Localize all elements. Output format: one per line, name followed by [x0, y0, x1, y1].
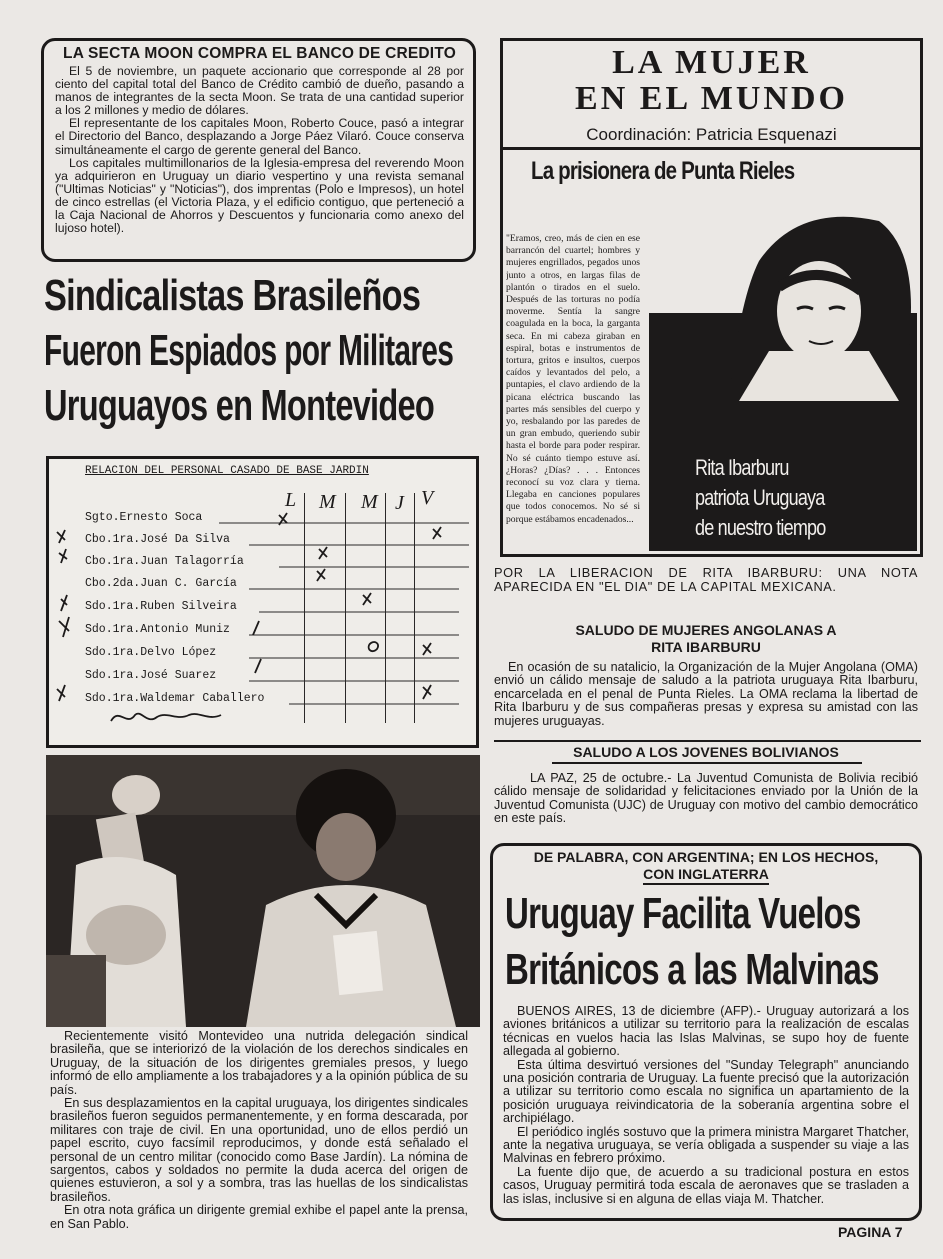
- malvinas-paragraph: El periódico inglés sostuvo que la primera ministra Margaret Thatcher, ante la negativa uruguaya, se vería obligada a suspender su viaje a las Malvinas en febrero próximo.: [503, 1124, 909, 1166]
- kicker-line: CON INGLATERRA: [643, 866, 769, 885]
- angolanas-title: [494, 622, 918, 656]
- column-header: L: [285, 489, 297, 511]
- headline-line: Uruguayos en Montevideo: [44, 381, 435, 430]
- photo-caption: [695, 453, 854, 543]
- malvinas-body: [503, 1005, 909, 1206]
- personnel-row: Cbo.1ra.Juan Talagorría: [85, 555, 244, 568]
- caption-line: de nuestro tiempo: [695, 515, 826, 540]
- facsimile-document: [46, 456, 479, 748]
- rita-photo-panel: [649, 201, 917, 551]
- personnel-row: Sdo.1ra.Antonio Muniz: [85, 623, 230, 636]
- angolanas-body: [494, 661, 918, 728]
- sindicalistas-photo: [46, 755, 480, 1027]
- personnel-row: Cbo.2da.Juan C. García: [85, 577, 237, 590]
- section-divider: [503, 147, 920, 150]
- bolivianos-title: SALUDO A LOS JOVENES BOLIVIANOS: [573, 744, 839, 760]
- testimony-quote: "Eramos, creo, más de cien en ese barrancón del cuartel; hombres y mujeres engrillados, pegados unos junto a otros, en largas filas de plantón o tirados en el suelo. Después de las torturas no podía moverme. Sentía la sangre coagulada en la boca, la garganta seca. En mi cabeza giraban en espiral, botas e instrumentos de tortura, gritos e insultos, cuerpos caídos y levantados del pelo, a puntapies, el clavo ardiendo de la picana eléctrica buscando las partes más sensibles del cuerpo y yo, resbalando por las paredes de un gran embudo, queriendo subir hasta el borde para poder respirar. No sé cuánto tiempo estuve así. ¿Horas? ¿Días? . . . Entonces reconocí su voz clara y tierna. Llegaba en canciones populares que todos conocemos. No sé si porque estábamos encadenados...: [506, 233, 640, 525]
- personnel-row: Sdo.1ra.José Suarez: [85, 669, 217, 682]
- liberacion-note: POR LA LIBERACION DE RITA IBARBURU: UNA NOTA APARECIDA EN "EL DIA" DE LA CAPITAL MEXICANA.: [494, 565, 918, 594]
- caption-line: Rita Ibarburu: [695, 455, 789, 480]
- page-number: PAGINA 7: [838, 1224, 903, 1240]
- angolanas-title-line: RITA IBARBURU: [651, 639, 761, 655]
- document-title: RELACION DEL PERSONAL CASADO DE BASE JARDIN: [85, 465, 369, 477]
- kicker-line: DE PALABRA, CON ARGENTINA; EN LOS HECHOS,: [533, 849, 879, 865]
- mujer-section-box: [500, 38, 923, 557]
- mujer-title-line: LA MUJER: [612, 44, 811, 81]
- rita-portrait: [649, 201, 917, 401]
- malvinas-headline-line: Británicos a las Malvinas: [505, 945, 879, 994]
- sindicalistas-headline: [44, 272, 484, 442]
- column-header: M: [361, 491, 378, 513]
- handwritten-marks: [49, 459, 476, 745]
- moon-body: [55, 65, 464, 235]
- malvinas-headline: [503, 889, 909, 997]
- caption-line: patriota Uruguaya: [695, 485, 825, 510]
- malvinas-paragraph: La fuente dijo que, de acuerdo a su tradicional postura en estos casos, Uruguay permitirá toda escala de aeronaves que se trasladen a las islas, inclusive si en alguna de ellas viaja M. Thatcher.: [503, 1164, 909, 1206]
- moon-article-box: [41, 38, 476, 262]
- column-header: M: [319, 491, 336, 513]
- sindicalistas-paragraph: Recientemente visitó Montevideo una nutrida delegación sindical brasileña, que se interiorizó de la violación de los derechos sindicales en Uruguay, de la situación de los dirigentes gremiales presos, y luego informó de ello ampliamente a los trabajadores y a la opinión pública de su país.: [50, 1029, 468, 1097]
- bolivianos-underline: [552, 762, 862, 764]
- personnel-row: Sgto.Ernesto Soca: [85, 511, 203, 524]
- column-header: J: [395, 492, 404, 514]
- moon-paragraph: Los capitales multimillonarios de la Iglesia-empresa del reverendo Moon ya adquirieron en Uruguay un diario vespertino y una revista semanal ("Ultimas Noticias" y "Noticias"), dos imprentas (Polo e Impresos), un hotel de cinco estrellas (el Victoria Plaza, y el edificio contiguo, que perteneció a la Caja Nacional de Ahorros y Descuentos y funcionaria como anexo del lujoso hotel).: [55, 155, 464, 236]
- feature-title: La prisionera de Punta Rieles: [531, 157, 795, 185]
- angolanas-paragraph: En ocasión de su natalicio, la Organización de la Mujer Angolana (OMA) envió un cálido mensaje de saludo a la patriota uruguaya Rita Ibarburu, encarcelada en el penal de Punta Rieles. La OMA reclama la libertad de Rita Ibarburu y de sus compañeras presas y expresa su amistad con las mujeres uruguayas.: [494, 660, 918, 728]
- angolanas-title-line: SALUDO DE MUJERES ANGOLANAS A: [575, 622, 837, 638]
- section-rule: [494, 740, 921, 742]
- personnel-row: Cbo.1ra.José Da Silva: [85, 533, 230, 546]
- sindicalistas-paragraph: En sus desplazamientos en la capital uruguaya, los dirigentes sindicales brasileños fueron seguidos permanentemente, y en forma descarada, por militares con traje de civil. En una oportunidad, uno de ellos perdió un papel escrito, cuyo facsímil reproducimos, y donde está señalado el personal de un centro militar (conocido como Base Jardín). La nómina de sargentos, cabos y soldados no permite la duda acerca del origen de quienes estuvieron, a sol y a sombra, tras las huellas de los sindicalistas brasileños.: [50, 1096, 468, 1204]
- malvinas-headline-line: Uruguay Facilita Vuelos: [505, 889, 861, 938]
- bolivianos-body: [494, 772, 918, 826]
- personnel-row: Sdo.1ra.Delvo López: [85, 646, 217, 659]
- moon-paragraph: El representante de los capitales Moon, Roberto Couce, pasó a integrar el Directorio del Banco, desplazando a Jorge Páez Vilaró. Couce conserva simultáneamente el cargo de gerente general del Banco.: [55, 116, 464, 157]
- personnel-row: Sdo.1ra.Ruben Silveira: [85, 600, 237, 613]
- sindicalistas-paragraph: En otra nota gráfica un dirigente gremial exhibe el papel ante la prensa, en San Pablo.: [50, 1203, 468, 1231]
- headline-line: Fueron Espiados por Militares: [44, 326, 454, 375]
- malvinas-kicker: [503, 849, 909, 885]
- sindicalistas-body: [50, 1030, 468, 1231]
- mujer-title: [503, 45, 920, 117]
- malvinas-article-box: [490, 843, 922, 1221]
- photo-illustration: [46, 755, 480, 1027]
- mujer-title-line: EN EL MUNDO: [575, 80, 848, 117]
- headline-line: Sindicalistas Brasileños: [44, 271, 421, 320]
- moon-paragraph: El 5 de noviembre, un paquete accionario que corresponde al 28 por ciento del capital total del Banco de Crédito cambió de dueño, pasando a manos de integrantes de la secta Moon. Se trata de una cantidad superior a los 2 millones y medio de dólares.: [55, 64, 464, 118]
- moon-headline: LA SECTA MOON COMPRA EL BANCO DE CREDITO: [63, 45, 456, 62]
- bolivianos-paragraph: LA PAZ, 25 de octubre.- La Juventud Comunista de Bolivia recibió cálido mensaje de solidaridad y felicitaciones enviado por la Unión de la Juventud Comunista (UJC) de Uruguay con motivo del cambio democrático en este país.: [494, 771, 918, 826]
- coordination-credit: Coordinación: Patricia Esquenazi: [586, 125, 837, 144]
- malvinas-paragraph: BUENOS AIRES, 13 de diciembre (AFP).- Uruguay autorizará a los aviones británicos a utilizar su territorio para la realización de escalas técnicas en vuelos hacia las Islas Malvinas, se supo hoy de fuente allegada al gobierno.: [503, 1004, 909, 1059]
- personnel-row: Sdo.1ra.Waldemar Caballero: [85, 692, 265, 705]
- malvinas-paragraph: Esta última desvirtuó versiones del "Sunday Telegraph" anunciando una posición contraria de Uruguay. La fuente precisó que la autorización a utilizar su territorio como escala no significa un apartamiento de la posición uruguaya reivindicatoria de la soberanía argentina sobre el archipiélago.: [503, 1057, 909, 1126]
- column-header: V: [421, 487, 434, 509]
